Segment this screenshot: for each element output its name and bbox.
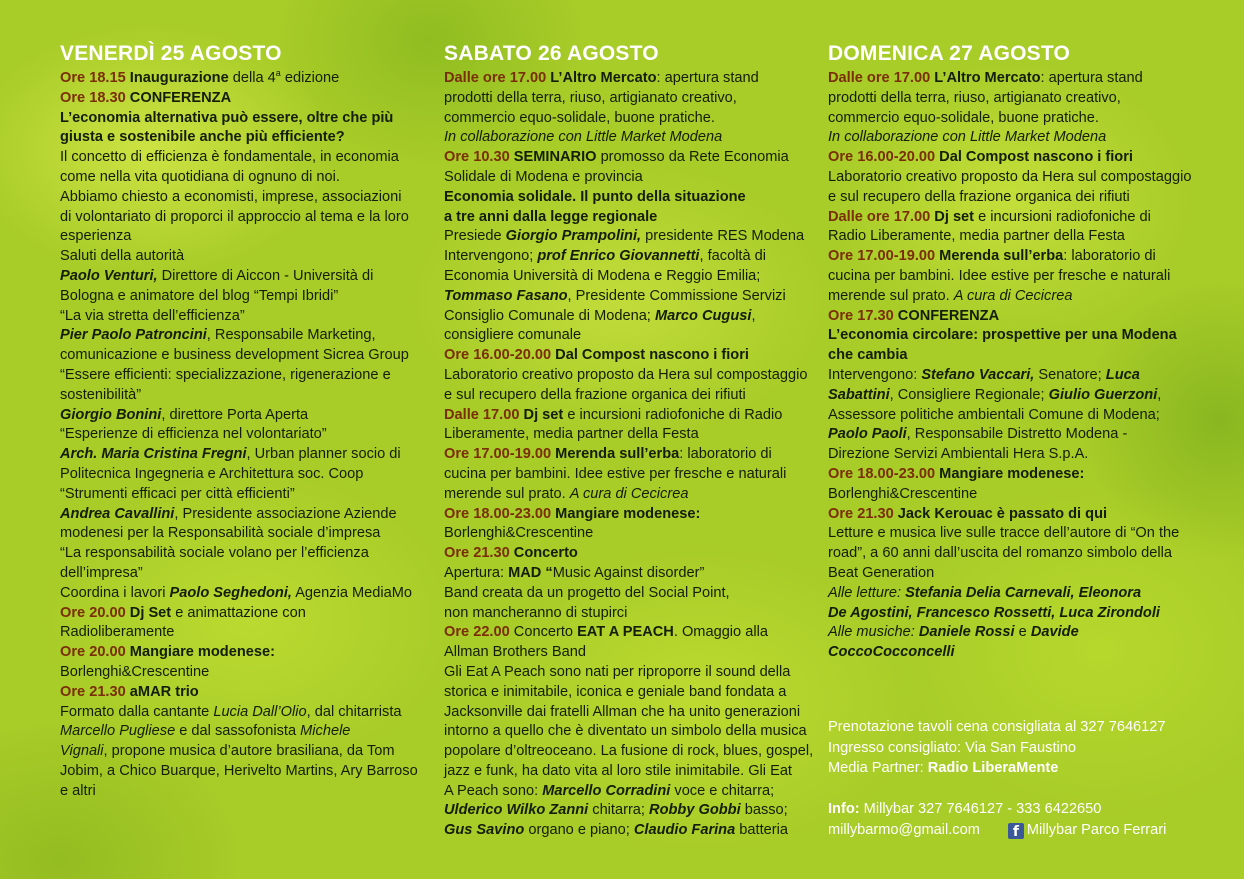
schedule-line: [444, 69, 814, 89]
text: Senatore;: [1038, 366, 1102, 383]
text: batteria: [739, 822, 788, 839]
text-line: storica e inimitabile, iconica e geniale band fondata a: [444, 683, 787, 700]
schedule-line: [444, 346, 814, 366]
schedule-line: [828, 307, 1200, 327]
text-line: [444, 564, 814, 584]
text-line: cucina per bambini. Idee estive per fresche e naturali: [828, 267, 1171, 284]
text: Formato dalla cantante: [60, 703, 210, 720]
facebook-icon[interactable]: f: [1008, 823, 1024, 839]
text-line: Radio Liberamente, media partner della Festa: [828, 228, 1125, 245]
schedule-line: [444, 445, 814, 465]
text: , Presidente associazione Aziende: [174, 505, 397, 522]
time: Ore 16.00-20.00: [828, 149, 936, 166]
text: Concerto: [513, 624, 574, 641]
time: Ore 20.00: [60, 604, 126, 621]
text: Apertura:: [444, 564, 505, 581]
event-name: Mangiare modenese:: [939, 465, 1085, 482]
text: chitarra;: [592, 802, 645, 819]
schedule-line: [444, 505, 814, 525]
text: Music Against disorder”: [552, 564, 705, 581]
text-line: [828, 643, 1200, 663]
text-line: come nella vita quotidiana di ognuno di noi.: [60, 168, 340, 185]
event-name: L’Altro Mercato: [550, 70, 657, 86]
text-line: esperienza: [60, 228, 132, 245]
partner-label: Media Partner:: [828, 760, 924, 776]
band-name: MAD “: [508, 564, 553, 581]
partner-line: [828, 758, 1200, 779]
text-line: comunicazione e business development Sicrea Group: [60, 347, 409, 364]
text: Presiede: [444, 228, 502, 245]
text-line: commercio equo-solidale, buone pratiche.: [828, 109, 1099, 126]
text-line: consigliere comunale: [444, 327, 582, 344]
schedule-line: [60, 683, 425, 703]
text: : laboratorio di: [679, 446, 772, 463]
event-name: CONFERENZA: [129, 89, 232, 106]
text: Direttore di Aiccon - Università di: [161, 267, 374, 284]
speaker-name: Tommaso Fasano: [444, 287, 568, 304]
label: Alle musiche:: [828, 624, 915, 641]
text: e animattazione con: [175, 604, 306, 621]
speaker-name: Giorgio Prampolini,: [505, 228, 642, 245]
time: Dalle 17.00: [444, 406, 520, 423]
artist-name: Michele: [300, 723, 351, 740]
text-line: Borlenghi&Crescentine: [60, 663, 210, 680]
text-line: [828, 584, 1200, 604]
text: Intervengono;: [444, 248, 534, 265]
time: Ore 21.30: [444, 545, 510, 562]
text-line: commercio equo-solidale, buone pratiche.: [444, 109, 715, 126]
text-line: e sul recupero della frazione organica dei rifiuti: [444, 386, 746, 403]
speaker-line: [60, 505, 425, 525]
text-line: Band creata da un progetto del Social Point,: [444, 584, 730, 601]
entrance-label: Ingresso consigliato:: [828, 739, 962, 756]
text-line: [60, 722, 425, 742]
text: merende sul prato.: [444, 485, 566, 502]
schedule-line: [444, 406, 814, 426]
time: Ore 18.15: [60, 70, 126, 86]
schedule-line: [828, 465, 1200, 485]
schedule-line: [444, 623, 814, 643]
text-line: Gli Eat A Peach sono nati per riproporre il sound della: [444, 663, 791, 680]
text: basso;: [744, 802, 788, 819]
talk-title: sostenibilità”: [60, 386, 142, 403]
event-name: Dal Compost nascono i fiori: [939, 149, 1133, 166]
text-line: Allman Brothers Band: [444, 644, 586, 661]
time: Ore 17.00-19.00: [828, 248, 936, 265]
time: Ore 17.00-19.00: [444, 446, 552, 463]
speaker-name: Paolo Paoli: [828, 426, 907, 443]
text: , Responsabile Distretto Modena -: [906, 426, 1128, 443]
schedule-line: [828, 247, 1200, 267]
text-line: [444, 782, 814, 802]
artist-name: Lucia Dall’Olio: [213, 703, 307, 720]
schedule-line: [444, 148, 814, 168]
text: Agenzia MediaMo: [295, 584, 413, 601]
event-name: Merenda sull’erba: [555, 446, 680, 463]
time: Dalle ore 17.00: [828, 70, 931, 86]
schedule-line: [444, 544, 814, 564]
text-line: Borlenghi&Crescentine: [444, 525, 594, 542]
collaboration-note: In collaborazione con Little Market Modena: [828, 129, 1107, 146]
collaboration-note: In collaborazione con Little Market Modena: [444, 129, 723, 146]
event-name: Dj set: [523, 406, 564, 423]
text: organo e piano;: [528, 822, 630, 839]
text: . Omaggio alla: [673, 624, 768, 641]
speaker-line: [60, 406, 425, 426]
schedule-line: [828, 505, 1200, 525]
text: della 4: [232, 70, 276, 86]
text-line: Beat Generation: [828, 564, 935, 581]
schedule-line: [828, 69, 1200, 89]
day-title: SABATO 26 AGOSTO: [444, 42, 659, 65]
text-line: Bologna e animatore del blog “Tempi Ibridi”: [60, 287, 339, 304]
text: A Peach sono:: [444, 782, 539, 799]
speaker-name: Giorgio Bonini: [60, 406, 162, 423]
label: Alle letture:: [828, 584, 902, 601]
speaker-name: Arch. Maria Cristina Fregni: [60, 446, 247, 463]
text-line: Il concetto di efficienza è fondamentale, in economia: [60, 149, 399, 166]
musician-name: Claudio Farina: [633, 822, 736, 839]
credit: A cura di Cecicrea: [953, 287, 1073, 304]
conference-title: L’economia alternativa può essere, oltre che più: [60, 109, 394, 126]
text: : apertura stand: [656, 70, 759, 86]
schedule-line: [828, 148, 1200, 168]
text-line: prodotti della terra, riuso, artigianato creativo,: [444, 89, 737, 106]
speaker-line: [60, 445, 425, 465]
phone-numbers: Millybar 327 7646127 - 333 6422650: [863, 801, 1102, 817]
musician-name: Davide: [1030, 624, 1079, 641]
entrance-value: Via San Faustino: [965, 739, 1076, 756]
contact-line: [828, 799, 1200, 820]
schedule-line: [60, 604, 425, 624]
email-line: [828, 820, 1200, 841]
event-name: SEMINARIO: [513, 149, 597, 166]
text-line: prodotti della terra, riuso, artigianato creativo,: [828, 89, 1121, 106]
text-line: Politecnica Ingegneria e Architettura soc. Coop: [60, 465, 364, 482]
reader-names: De Agostini, Francesco Rossetti, Luca Zirondoli: [828, 604, 1160, 621]
text: : laboratorio di: [1063, 248, 1156, 265]
text-line: modenesi per la Responsabilità sociale d’impresa: [60, 525, 381, 542]
text: ,: [751, 307, 756, 324]
text-line: [828, 604, 1200, 624]
text: e incursioni radiofoniche di Radio: [567, 406, 783, 423]
text: promosso da Rete Economia: [600, 149, 789, 166]
conference-title: giusta e sostenibile anche più efficiente?: [60, 129, 345, 146]
speaker-name: Pier Paolo Patroncini: [60, 327, 207, 344]
text: , Presidente Commissione Servizi: [567, 287, 786, 304]
text: , propone musica d’autore brasiliana, da Tom: [103, 743, 395, 760]
facebook-page-link[interactable]: Millybar Parco Ferrari: [1026, 821, 1167, 838]
conference-title: L’economia circolare: prospettive per una Modena: [828, 327, 1177, 344]
text: presidente RES Modena: [645, 228, 805, 245]
text-line: [828, 623, 1200, 643]
time: Ore 20.00: [60, 644, 126, 661]
event-name: Concerto: [513, 545, 578, 562]
spacer: [828, 779, 1200, 800]
text-line: Laboratorio creativo proposto da Hera sul compostaggio: [828, 168, 1192, 185]
day-column-sunday: [828, 40, 1200, 663]
talk-title: “Esperienze di efficienza nel volontariato”: [60, 426, 327, 443]
text: e incursioni radiofoniche di: [978, 208, 1151, 225]
talk-title: “Essere efficienti: specializzazione, rigenerazione e: [60, 366, 391, 383]
time: Ore 16.00-20.00: [444, 347, 552, 364]
event-name: Merenda sull’erba: [939, 248, 1064, 265]
text-line: [444, 801, 814, 821]
speaker-line: [60, 267, 425, 287]
speaker-name: Paolo Venturi,: [60, 267, 158, 284]
day-title: VENERDÌ 25 AGOSTO: [60, 42, 282, 65]
time: Ore 17.30: [828, 307, 894, 324]
text-line: Liberamente, media partner della Festa: [444, 426, 699, 443]
time: Ore 21.30: [828, 505, 894, 522]
event-name: Mangiare modenese:: [129, 644, 275, 661]
time: Ore 18.00-23.00: [828, 465, 936, 482]
email-link[interactable]: millybarmo@gmail.com: [828, 821, 980, 838]
speaker-line: [828, 366, 1200, 386]
time: Dalle ore 17.00: [828, 208, 931, 225]
text-line: popolare d’oltreoceano. La fusione di rock, blues, gospel,: [444, 743, 814, 760]
conference-title: che cambia: [828, 347, 908, 364]
time: Ore 18.30: [60, 89, 126, 106]
event-name: Dj set: [934, 208, 975, 225]
musician-name: CoccoCocconcelli: [828, 644, 955, 661]
text-line: road”, a 60 anni dall’uscita del romanzo simbolo della: [828, 545, 1172, 562]
text: e: [1018, 624, 1027, 641]
event-name: Mangiare modenese:: [555, 505, 701, 522]
text-line: Direzione Servizi Ambientali Hera S.p.A.: [828, 446, 1089, 463]
event-name: Dj Set: [129, 604, 172, 621]
text-line: Borlenghi&Crescentine: [828, 485, 978, 502]
event-name: Inaugurazione: [129, 70, 229, 86]
text-line: Economia Università di Modena e Reggio Emilia;: [444, 267, 761, 284]
text: merende sul prato.: [828, 287, 950, 304]
day-title: DOMENICA 27 AGOSTO: [828, 42, 1071, 65]
time: Ore 22.00: [444, 624, 510, 641]
time: Ore 10.30: [444, 149, 510, 166]
musician-name: Robby Gobbi: [649, 802, 741, 819]
speaker-line: [444, 247, 814, 267]
text: , dal chitarrista: [306, 703, 402, 720]
credit: A cura di Cecicrea: [569, 485, 689, 502]
info-label: Info:: [828, 801, 860, 817]
schedule-line: [60, 69, 425, 89]
superscript: a: [275, 68, 281, 79]
time: Dalle ore 17.00: [444, 70, 547, 86]
text-line: Letture e musica live sulle tracce dell’autore di “On the: [828, 525, 1180, 542]
musician-name: Marcello Corradini: [542, 782, 671, 799]
speaker-name: Andrea Cavallini: [60, 505, 175, 522]
text: e dal sassofonista: [179, 723, 297, 740]
talk-title: “La via stretta dell’efficienza”: [60, 307, 245, 324]
speaker-line: [444, 307, 814, 327]
speaker-line: [444, 287, 814, 307]
musician-name: Daniele Rossi: [918, 624, 1015, 641]
reader-names: Stefania Delia Carnevali, Eleonora: [905, 584, 1142, 601]
speaker-line: [444, 227, 814, 247]
seminar-title: Economia solidale. Il punto della situazione: [444, 188, 746, 205]
schedule-line: [828, 208, 1200, 228]
text-line: Radioliberamente: [60, 624, 175, 641]
text-line: [828, 287, 1200, 307]
speaker-line: [828, 386, 1200, 406]
speaker-name: Luca: [1105, 366, 1140, 383]
speaker-line: [828, 425, 1200, 445]
text: , direttore Porta Aperta: [161, 406, 309, 423]
text: , Responsabile Marketing,: [206, 327, 376, 344]
text: , Urban planner socio di: [246, 446, 401, 463]
text-line: non mancheranno di stupirci: [444, 604, 628, 621]
text: Intervengono:: [828, 366, 918, 383]
text-line: Abbiamo chiesto a economisti, imprese, associazioni: [60, 188, 402, 205]
band-name: EAT A PEACH: [577, 624, 674, 641]
time: Ore 18.00-23.00: [444, 505, 552, 522]
schedule-line: [60, 643, 425, 663]
text-line: [444, 821, 814, 841]
speaker-name: Stefano Vaccari,: [921, 366, 1035, 383]
event-name: Jack Kerouac è passato di qui: [897, 505, 1108, 522]
text-line: [60, 703, 425, 723]
schedule-line: [60, 89, 425, 109]
text-line: jazz e funk, ha dato vita al loro stile inimitabile. Gli Eat: [444, 762, 792, 779]
text-line: e sul recupero della frazione organica dei rifiuti: [828, 188, 1130, 205]
speaker-name: Paolo Seghedoni,: [169, 584, 292, 601]
day-column-saturday: [444, 40, 814, 841]
entrance-line: [828, 738, 1200, 759]
partner-name: Radio LiberaMente: [927, 760, 1059, 776]
text-line: Jacksonville dai fratelli Allman che ha unito generazioni: [444, 703, 801, 720]
text: Consiglio Comunale di Modena;: [444, 307, 651, 324]
talk-title: dell’impresa”: [60, 564, 143, 581]
text-line: e altri: [60, 782, 96, 799]
time: Ore 21.30: [60, 683, 126, 700]
text-line: [60, 742, 425, 762]
text-line: cucina per bambini. Idee estive per fresche e naturali: [444, 465, 787, 482]
event-name: CONFERENZA: [897, 307, 1000, 324]
info-block: [828, 717, 1200, 840]
speaker-name: Sabattini: [828, 386, 890, 403]
text: edizione: [284, 70, 340, 86]
text: voce e chitarra;: [674, 782, 775, 799]
text-line: Laboratorio creativo proposto da Hera sul compostaggio: [444, 366, 808, 383]
seminar-title: a tre anni dalla legge regionale: [444, 208, 658, 225]
text-line: di volontariato di proporci il approccio al tema e la loro: [60, 208, 409, 225]
text-line: Saluti della autorità: [60, 248, 185, 265]
event-name: Dal Compost nascono i fiori: [555, 347, 749, 364]
speaker-name: Giulio Guerzoni: [1048, 386, 1158, 403]
speaker-line: [60, 326, 425, 346]
speaker-line: [60, 584, 425, 604]
text-line: intorno a quello che è diventato un simbolo della musica: [444, 723, 807, 740]
text-line: [444, 485, 814, 505]
event-name: aMAR trio: [129, 683, 199, 700]
text-line: Assessore politiche ambientali Comune di Modena;: [828, 406, 1160, 423]
event-name: L’Altro Mercato: [934, 70, 1041, 86]
musician-name: Gus Savino: [444, 822, 525, 839]
text: , Consigliere Regionale;: [889, 386, 1045, 403]
text: Coordina i lavori: [60, 584, 166, 601]
text: ,: [1157, 386, 1162, 403]
speaker-name: Marco Cugusi: [654, 307, 752, 324]
text: : apertura stand: [1040, 70, 1143, 86]
talk-title: “La responsabilità sociale volano per l’efficienza: [60, 545, 369, 562]
day-column-friday: [60, 40, 425, 801]
speaker-name: prof Enrico Giovannetti: [537, 248, 700, 265]
text-line: Jobim, a Chico Buarque, Herivelto Martins, Ary Barroso: [60, 762, 418, 779]
booking-note: Prenotazione tavoli cena consigliata al 327 7646127: [828, 719, 1166, 735]
text-line: Solidale di Modena e provincia: [444, 168, 643, 185]
artist-name: Marcello Pugliese: [60, 723, 176, 740]
musician-name: Ulderico Wilko Zanni: [444, 802, 589, 819]
talk-title: “Strumenti efficaci per città efficienti”: [60, 485, 295, 502]
text: , facoltà di: [699, 248, 767, 265]
artist-name: Vignali: [60, 743, 104, 760]
